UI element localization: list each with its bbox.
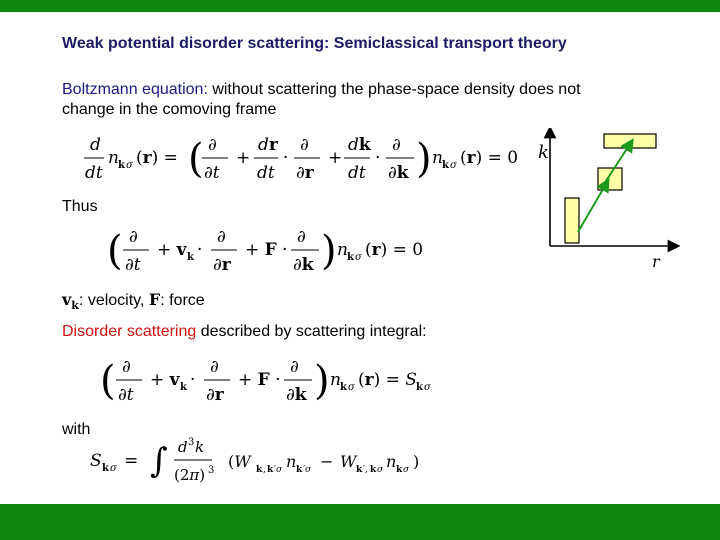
svg-text:σ: σ: [126, 160, 133, 171]
thus-text: Thus: [62, 198, 98, 215]
svg-text:·: ·: [375, 148, 381, 168]
phase-space-diagram: [540, 128, 680, 268]
svg-text:dt: dt: [85, 163, 103, 183]
with-text: with: [62, 421, 91, 438]
svg-text:(W: (W: [228, 452, 251, 471]
svg-text:(r) = 0: (r) = 0: [365, 240, 424, 260]
svg-text:+ F ·: + F ·: [238, 370, 281, 390]
svg-text:k: k: [180, 382, 187, 393]
svg-text:∂t: ∂t: [118, 385, 134, 405]
equation-boltzmann: [80, 130, 530, 190]
svg-text:(: (: [100, 358, 116, 404]
svg-text:(r) =: (r) =: [136, 148, 178, 168]
svg-text:∂: ∂: [297, 227, 306, 247]
velocity-label: : velocity,: [78, 292, 149, 309]
svg-text:(: (: [188, 136, 204, 182]
svg-text:σ: σ: [355, 252, 362, 263]
svg-text:+: +: [328, 148, 343, 168]
svg-text:(2π): (2π): [174, 466, 206, 484]
svg-text:(: (: [107, 228, 123, 274]
svg-text:σ: σ: [348, 382, 355, 393]
svg-text:k: k: [296, 465, 303, 475]
svg-text:k: k: [102, 463, 109, 474]
svg-text:3: 3: [208, 465, 215, 476]
svg-text:k: k: [370, 465, 377, 475]
trajectory-arrow-1: [578, 184, 606, 232]
svg-text:·: ·: [197, 240, 203, 260]
r-axis-label: r: [652, 252, 660, 271]
boltzmann-label: Boltzmann equation:: [62, 81, 208, 98]
boltzmann-line2: change in the comoving frame: [62, 101, 277, 118]
svg-text:∂k: ∂k: [286, 385, 307, 405]
svg-text:∂: ∂: [210, 357, 219, 377]
svg-text:−: −: [320, 452, 334, 471]
svg-text:3: 3: [188, 437, 195, 448]
svg-text:∂t: ∂t: [125, 255, 141, 275]
svg-text:+ F ·: + F ·: [245, 240, 288, 260]
svg-text:+ v: + v: [150, 370, 180, 390]
phase-cell-3: [604, 134, 656, 148]
svg-text:∂: ∂: [290, 357, 299, 377]
svg-text:n: n: [337, 240, 348, 260]
bottom-green-bar: [0, 504, 720, 540]
svg-text:′σ: ′σ: [274, 465, 283, 475]
svg-text:S: S: [90, 451, 102, 471]
svg-text:k: k: [356, 465, 363, 475]
top-green-bar: [0, 0, 720, 12]
svg-text:σ: σ: [403, 465, 410, 475]
svg-text:∂k: ∂k: [293, 255, 314, 275]
phase-cell-1: [565, 198, 579, 243]
svg-text:+ v: + v: [157, 240, 187, 260]
svg-text:(r) = 0: (r) = 0: [460, 148, 519, 168]
svg-text:): ): [413, 452, 420, 471]
svg-text:k: k: [267, 465, 274, 475]
svg-text:k: k: [256, 465, 263, 475]
svg-text:∂: ∂: [217, 227, 226, 247]
svg-text:d: d: [178, 438, 188, 456]
disorder-text: [62, 322, 427, 342]
svg-text:k: k: [442, 160, 449, 171]
svg-text:=: =: [124, 451, 139, 471]
svg-text:∂: ∂: [392, 135, 401, 155]
svg-text:σ: σ: [377, 465, 384, 475]
svg-text:σ: σ: [424, 382, 431, 393]
svg-text:n: n: [432, 148, 443, 168]
svg-text:∂r: ∂r: [296, 163, 314, 183]
svg-text:∂t: ∂t: [204, 163, 220, 183]
k-axis-label: k: [538, 142, 549, 163]
svg-text:·: ·: [190, 370, 196, 390]
disorder-label: Disorder scattering: [62, 323, 197, 340]
svg-text:dt: dt: [348, 163, 366, 183]
svg-text:(r) = S: (r) = S: [358, 370, 417, 390]
svg-text:): ): [321, 228, 337, 274]
v-symbol: v: [62, 290, 72, 309]
force-label: : force: [160, 292, 205, 309]
svg-text:dk: dk: [348, 135, 371, 155]
f-symbol: F: [148, 290, 161, 309]
svg-text:k: k: [187, 252, 194, 263]
svg-text:n: n: [286, 452, 297, 471]
svg-text:∂r: ∂r: [206, 385, 224, 405]
svg-text:dr: dr: [258, 135, 278, 155]
svg-text:′,: ′,: [363, 465, 368, 475]
equation-collision: [98, 352, 458, 412]
equation-streaming: [105, 222, 435, 282]
svg-text:k: k: [340, 382, 347, 393]
svg-text:∂r: ∂r: [213, 255, 231, 275]
svg-text:k: k: [396, 465, 403, 475]
svg-text:W: W: [340, 452, 357, 471]
svg-text:∂: ∂: [122, 357, 131, 377]
slide-title: Weak potential disorder scattering: Semiclassical transport theory: [62, 35, 567, 52]
svg-text:n: n: [108, 148, 119, 168]
svg-text:+: +: [236, 148, 251, 168]
svg-text:k: k: [118, 160, 125, 171]
svg-text:·: ·: [283, 148, 289, 168]
v-subscript: k: [71, 299, 79, 313]
svg-text:n: n: [330, 370, 341, 390]
svg-text:∂: ∂: [208, 135, 217, 155]
boltzmann-line1: without scattering the phase-space density does not: [207, 81, 581, 98]
svg-text:): ): [314, 358, 330, 404]
svg-text:∂: ∂: [300, 135, 309, 155]
svg-text:dt: dt: [257, 163, 275, 183]
svg-text:n: n: [386, 452, 397, 471]
svg-text:′σ: ′σ: [303, 465, 312, 475]
svg-text:σ: σ: [450, 160, 457, 171]
phase-cell-2: [598, 168, 622, 190]
svg-text:,: ,: [263, 465, 266, 475]
svg-text:∂k: ∂k: [388, 163, 409, 183]
svg-text:∫: ∫: [150, 441, 168, 481]
svg-text:∂: ∂: [129, 227, 138, 247]
svg-text:k: k: [347, 252, 354, 263]
svg-text:k: k: [195, 438, 205, 456]
boltzmann-text: [62, 80, 662, 120]
svg-text:σ: σ: [110, 463, 117, 474]
svg-text:k: k: [416, 382, 423, 393]
svg-text:): ): [416, 136, 432, 182]
equation-scattering-integral: [88, 430, 498, 494]
disorder-description: described by scattering integral:: [196, 323, 427, 340]
svg-text:d: d: [90, 135, 101, 155]
velocity-force-text: [62, 290, 205, 316]
